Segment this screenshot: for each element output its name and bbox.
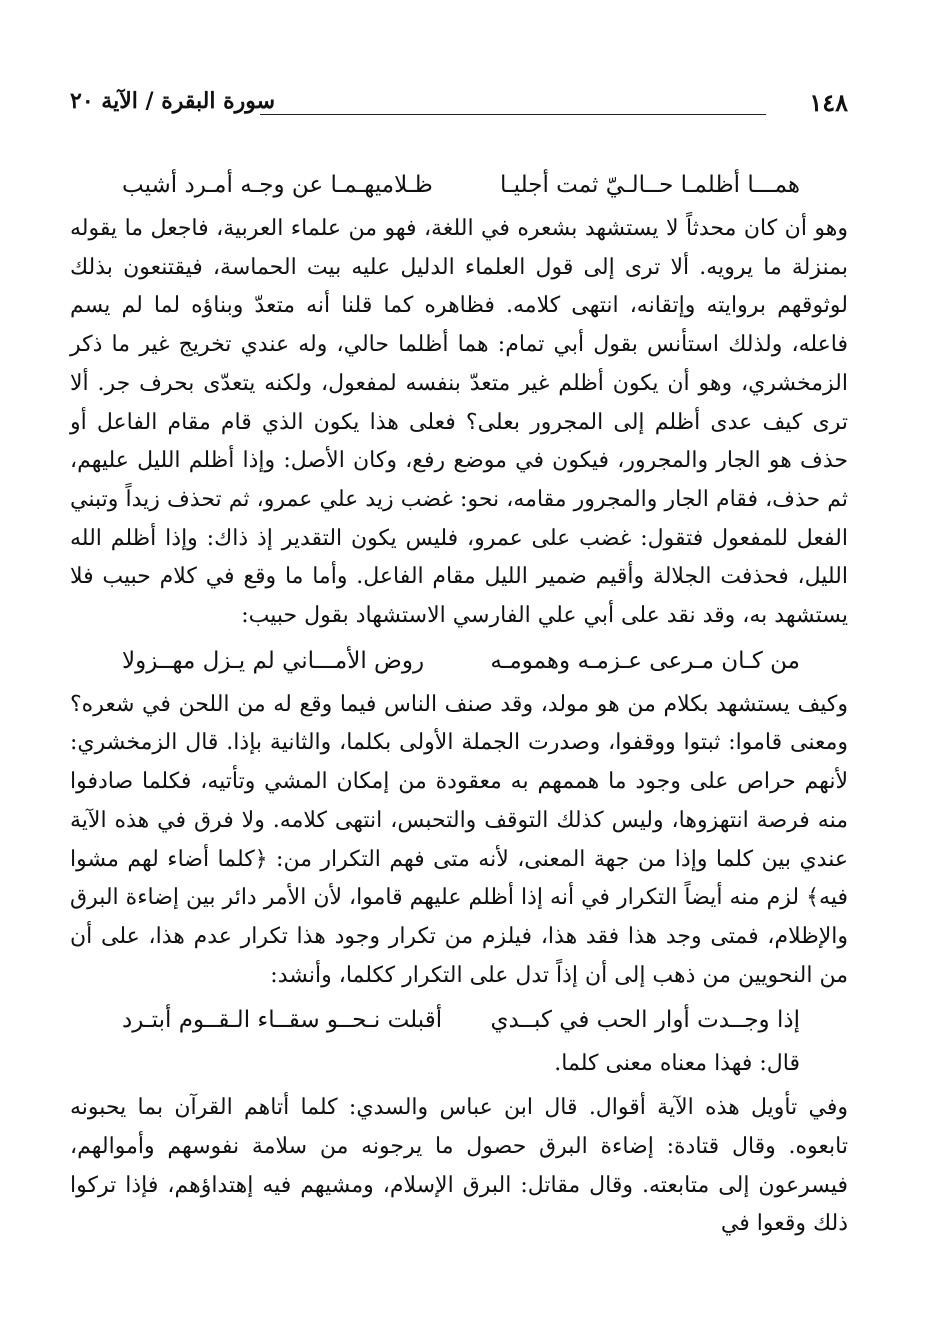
header-rule <box>260 114 766 115</box>
paragraph-text: وفي تأويل هذه الآية أقوال. قال ابن عباس والسدي: كلما أتاهم القرآن بما يحبونه تابعوه. وقال قتادة: إضاءة البرق حصول ما يرجونه من سلامة نفوسهم وأموالهم، فيسرعون إلى متابعته. وقال مقاتل: البرق الإسلام، ومشيهم فيه إهتداؤهم، فإذا تركوا ذلك وقعوا في <box>70 1095 849 1237</box>
paragraph-text: وكيف يستشهد بكلام من هو مولد، وقد صنف الناس فيما وقع له من اللحن في شعره؟ ومعنى قاموا: ثبتوا ووقفوا، وصدرت الجملة الأولى بكلما، والثانية بإذا. قال الزمخشري: لأنهم حراص على وجود ما هممهم به معقودة من إمكان المشي وتأتيه، فكلما صادفوا منه فرصة انتهزوها، وليس كذلك التوقف والتحبس، انتهى كلامه. ولا فرق في هذه الآية عندي بين كلما وإذا من جهة المعنى، لأنه متى فهم التكرار من: ﴿كلما أضاء لهم مشوا فيه﴾ لزم منه أيضاً التكرار في أنه إذا أظلم عليهم قاموا، لأن الأمر دائر بين إضاءة البرق والإظلام، فمتى وجد هذا فقد هذا، فيلزم من تكرار وجود هذا تكرار عدم هذا، على أن من النحويين من ذهب إلى أن إذاً تدل على التكرار ككلما، وأنشد: <box>70 691 848 988</box>
verse-hemistich-second: أقبلت نـحــو سقــاء الـقــوم أبتـرد <box>122 1007 443 1034</box>
paragraph <box>70 686 848 996</box>
verse-hemistich-first: إذا وجــدت أوار الحب في كبــدي <box>490 1007 800 1034</box>
verse-hemistich-first: من كـان مـرعى عـزمـه وهمومـه <box>490 647 800 674</box>
quote-line: قال: فهذا معناه معنى كلما. <box>554 1051 800 1077</box>
paragraph <box>70 210 848 636</box>
poetry-verse <box>70 636 848 686</box>
page-header <box>70 88 848 128</box>
running-title: سورة البقرة / الآية ٢٠ <box>70 88 276 114</box>
page-number: ١٤٨ <box>809 88 848 117</box>
page-body <box>70 160 848 1244</box>
poetry-verse <box>70 160 848 210</box>
poetry-verse <box>70 995 848 1045</box>
verse-hemistich-second: روض الأمـــاني لم يـزل مهــزولا <box>122 647 425 674</box>
verse-hemistich-first: همـــا أظلمـا حــالـيّ ثمت أجليـا <box>499 172 800 198</box>
verse-hemistich-second: ظـلاميهـمـا عن وجـه أمـرد أشيب <box>122 172 433 198</box>
paragraph <box>70 1089 848 1244</box>
paragraph-text: وهو أن كان محدثاً لا يستشهد بشعره في اللغة، فهو من علماء العربية، فاجعل ما يقوله بمنزلة ما يرويه. ألا ترى إلى قول العلماء الدليل عليه بيت الحماسة، فيقتنعون بذلك لوثوقهم بروايته وإتقانه، انتهى كلامه. فظاهره كما قلنا أنه متعدّ وبناؤه لما لم يسم فاعله، ولذلك استأنس بقول أبي تمام: هما أظلما حالي، وله عندي تخريج غير ما ذكر الزمخشري، وهو أن يكون أظلم غير متعدّ بنفسه لمفعول، ولكنه يتعدّى بحرف جر. ألا ترى كيف عدى أظلم إلى المجرور بعلى؟ فعلى هذا يكون الذي قام مقام الفاعل أو حذف هو الجار والمجرور، فيكون في موضع رفع، وكان الأصل: وإذا أظلم الليل عليهم، ثم حذف، فقام الجار والمجرور مقامه، نحو: غضب زيد علي عمرو، ثم تحذف زيداً وتبني الفعل للمفعول فتقول: غضب على عمرو، فليس يكون التقدير إذ ذاك: وإذا أظلم الله الليل، فحذفت الجلالة وأقيم ضمير الليل مقام الفاعل. وأما ما وقع في كلام حبيب فلا يستشهد به، وقد نقد على أبي علي الفارسي الاستشهاد بقول حبيب: <box>70 216 848 629</box>
